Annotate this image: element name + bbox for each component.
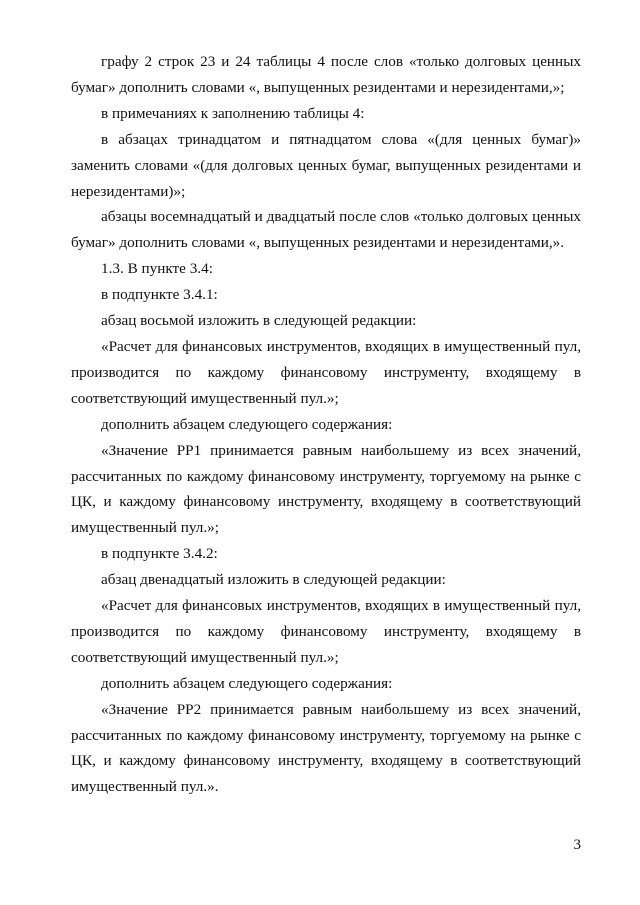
paragraph: «Значение PP2 принимается равным наибольшему из всех значений, рассчитанных по каждому финансовому инструменту, торгуемому на рынке с ЦК, и каждому финансовому инструменту, входящему в соответствующий имущественный пул.». <box>71 700 581 796</box>
paragraph: в абзацах тринадцатом и пятнадцатом слова «(для ценных бумаг)» заменить словами «(для долговых ценных бумаг, выпущенных резидентами и нерезидентами)»; <box>71 130 581 200</box>
paragraph: абзац восьмой изложить в следующей редакции: <box>101 312 417 330</box>
paragraph: абзац двенадцатый изложить в следующей редакции: <box>101 571 446 589</box>
paragraph: дополнить абзацем следующего содержания: <box>101 674 393 692</box>
paragraph: в подпункте 3.4.1: <box>101 286 218 304</box>
paragraph: дополнить абзацем следующего содержания: <box>101 415 393 433</box>
paragraph: «Расчет для финансовых инструментов, входящих в имущественный пул, производится по каждому финансовому инструменту, входящему в соответствующий имущественный пул.»; <box>71 337 581 407</box>
paragraph: «Расчет для финансовых инструментов, входящих в имущественный пул, производится по каждому финансовому инструменту, входящему в соответствующий имущественный пул.»; <box>71 597 581 666</box>
paragraph: 1.3. В пункте 3.4: <box>101 260 213 278</box>
paragraph: в примечаниях к заполнению таблицы 4: <box>101 104 365 122</box>
page-number: 3 <box>573 837 581 853</box>
paragraph: в подпункте 3.4.2: <box>101 545 218 563</box>
document-body <box>71 49 581 800</box>
paragraph: графу 2 строк 23 и 24 таблицы 4 после слов «только долговых ценных бумаг» дополнить словами «, выпущенных резидентами и нерезидентами,»; <box>71 53 581 96</box>
paragraph: абзацы восемнадцатый и двадцатый после слов «только долговых ценных бумаг» дополнить словами «, выпущенных резидентами и нерезидентами,». <box>71 208 581 252</box>
paragraph: «Значение PP1 принимается равным наибольшему из всех значений, рассчитанных по каждому финансовому инструменту, торгуемому на рынке с ЦК, и каждому финансовому инструменту, входящему в соответствующий имущественный пул.»; <box>71 441 581 537</box>
